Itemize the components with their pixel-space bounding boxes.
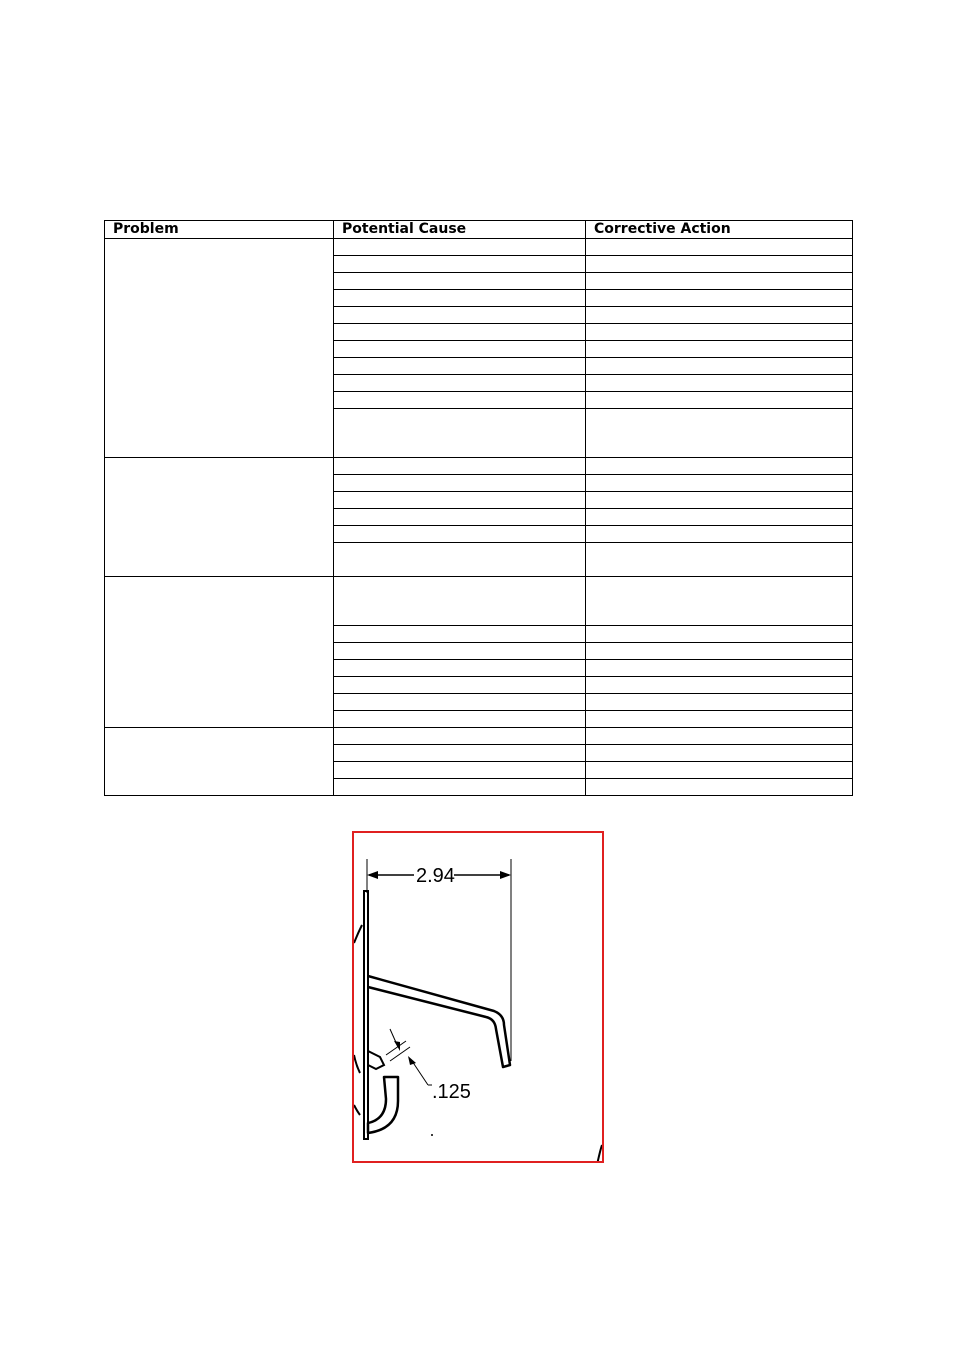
cause-cell bbox=[334, 643, 586, 660]
cause-cell bbox=[334, 577, 586, 626]
action-cell bbox=[586, 392, 853, 409]
action-cell bbox=[586, 711, 853, 728]
action-cell bbox=[586, 694, 853, 711]
problem-cell bbox=[105, 458, 334, 577]
action-cell bbox=[586, 577, 853, 626]
cause-cell bbox=[334, 677, 586, 694]
cause-cell bbox=[334, 375, 586, 392]
cause-cell bbox=[334, 324, 586, 341]
edge-arc-top bbox=[354, 925, 362, 943]
table-row bbox=[105, 458, 853, 475]
cause-cell bbox=[334, 526, 586, 543]
cause-cell bbox=[334, 256, 586, 273]
cause-cell bbox=[334, 475, 586, 492]
action-cell bbox=[586, 290, 853, 307]
action-cell bbox=[586, 375, 853, 392]
stray-mark bbox=[431, 1134, 433, 1136]
action-cell bbox=[586, 728, 853, 745]
cause-cell bbox=[334, 745, 586, 762]
action-cell bbox=[586, 239, 853, 256]
action-cell bbox=[586, 779, 853, 796]
action-cell bbox=[586, 543, 853, 577]
cause-cell bbox=[334, 694, 586, 711]
cause-cell bbox=[334, 660, 586, 677]
action-cell bbox=[586, 660, 853, 677]
cause-cell bbox=[334, 409, 586, 458]
action-cell bbox=[586, 762, 853, 779]
cause-cell bbox=[334, 239, 586, 256]
problem-cell bbox=[105, 728, 334, 796]
gap-leader-bottom bbox=[412, 1061, 428, 1085]
dimension-label-top: 2.94 bbox=[416, 865, 455, 887]
cause-cell bbox=[334, 290, 586, 307]
bracket-drawing bbox=[354, 833, 602, 1161]
cause-cell bbox=[334, 543, 586, 577]
edge-arc-bottom-right bbox=[597, 1145, 602, 1161]
vertical-plate bbox=[364, 891, 368, 1139]
technical-drawing bbox=[352, 831, 604, 1163]
problem-cell bbox=[105, 239, 334, 458]
problem-cell bbox=[105, 577, 334, 728]
action-cell bbox=[586, 475, 853, 492]
header-problem: Problem bbox=[105, 221, 334, 239]
action-cell bbox=[586, 677, 853, 694]
cause-cell bbox=[334, 762, 586, 779]
troubleshooting-table bbox=[104, 220, 853, 796]
arrowhead-right-icon bbox=[500, 871, 511, 879]
cause-cell bbox=[334, 341, 586, 358]
cause-cell bbox=[334, 307, 586, 324]
action-cell bbox=[586, 324, 853, 341]
gap-arrow-bottom-icon bbox=[408, 1056, 416, 1065]
action-cell bbox=[586, 358, 853, 375]
cause-cell bbox=[334, 728, 586, 745]
arrowhead-left-icon bbox=[367, 871, 378, 879]
action-cell bbox=[586, 492, 853, 509]
header-potential-cause: Potential Cause bbox=[334, 221, 586, 239]
action-cell bbox=[586, 626, 853, 643]
edge-arc-mid bbox=[354, 1055, 360, 1073]
header-corrective-action: Corrective Action bbox=[586, 221, 853, 239]
cause-cell bbox=[334, 458, 586, 475]
action-cell bbox=[586, 409, 853, 458]
action-cell bbox=[586, 341, 853, 358]
cause-cell bbox=[334, 273, 586, 290]
action-cell bbox=[586, 509, 853, 526]
table-row bbox=[105, 728, 853, 745]
action-cell bbox=[586, 307, 853, 324]
j-hook bbox=[368, 1077, 398, 1133]
action-cell bbox=[586, 256, 853, 273]
small-tab bbox=[368, 1051, 384, 1069]
cause-cell bbox=[334, 509, 586, 526]
table-header-row bbox=[105, 221, 853, 239]
action-cell bbox=[586, 273, 853, 290]
gap-arrow-top-icon bbox=[394, 1041, 400, 1051]
action-cell bbox=[586, 643, 853, 660]
cause-cell bbox=[334, 779, 586, 796]
angled-arm bbox=[368, 976, 510, 1067]
action-cell bbox=[586, 526, 853, 543]
action-cell bbox=[586, 745, 853, 762]
cause-cell bbox=[334, 492, 586, 509]
edge-arc-low bbox=[354, 1105, 360, 1115]
cause-cell bbox=[334, 626, 586, 643]
dimension-label-gap: .125 bbox=[432, 1081, 471, 1103]
action-cell bbox=[586, 458, 853, 475]
cause-cell bbox=[334, 358, 586, 375]
cause-cell bbox=[334, 392, 586, 409]
table-row bbox=[105, 239, 853, 256]
cause-cell bbox=[334, 711, 586, 728]
table-row bbox=[105, 577, 853, 626]
